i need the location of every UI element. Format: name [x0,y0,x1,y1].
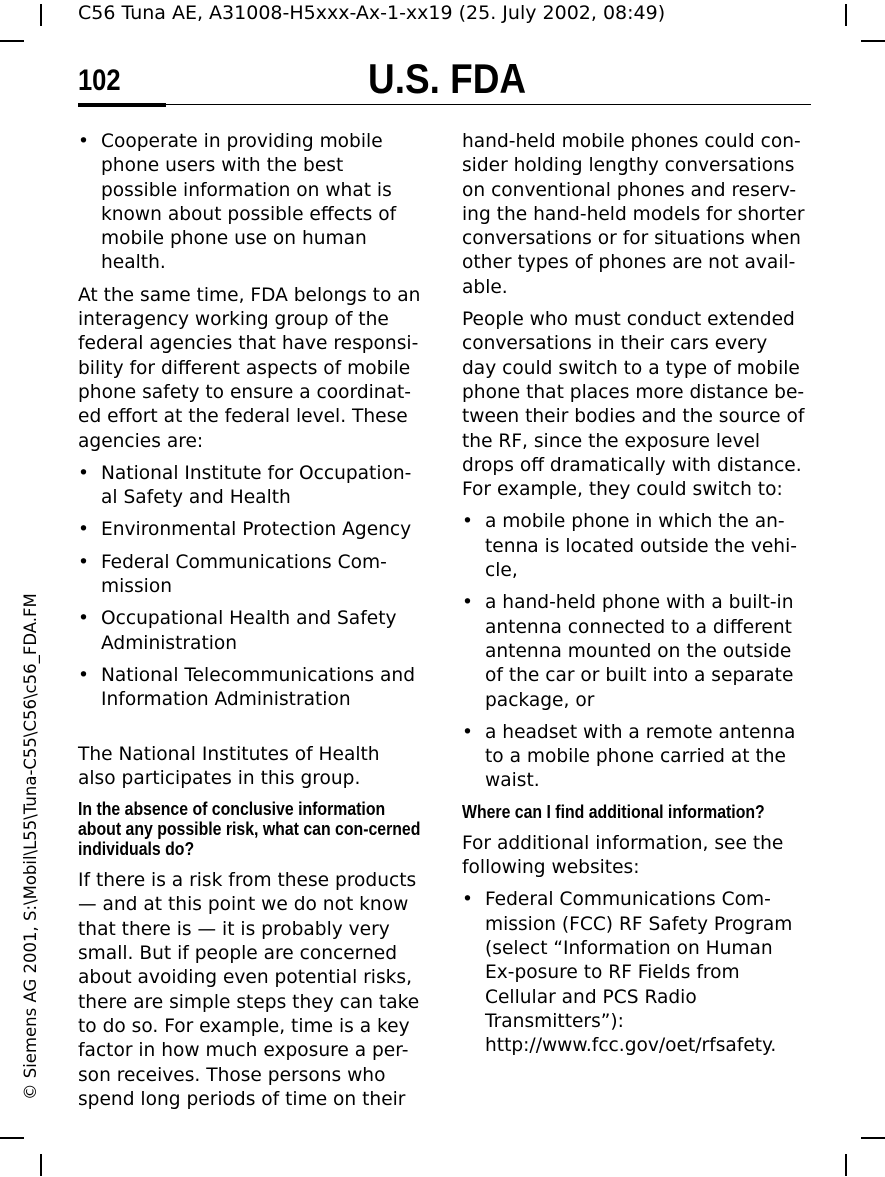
bullet-icon: • [78,608,89,630]
crop-mark [40,1154,42,1176]
crop-mark [845,1154,847,1176]
bullet-icon: • [462,889,473,911]
list-item [462,510,807,583]
list-item-text: Federal Communications Com-mission (FCC) RF Safety Program (select “Information on Human Ex-posure to RF Fields from Cellular and PCS Radio Transmitters”): http://www.fcc.gov/oet/rfsafety. [485,889,793,1057]
list-item-text: Environmental Protection Agency [101,519,412,541]
list-item [462,888,807,1058]
bullet-icon: • [78,462,89,484]
crop-mark [40,4,42,26]
list-item-text: National Telecommunications and Information Administration [101,664,416,711]
paragraph-cars: People who must conduct extended conversations in their cars every day could switch to a type of mobile phone that places more distance be-tween their bodies and the source of the RF, since the exposure level drops off dramatically with distance. For example, they could switch to: [462,309,805,501]
bullet-icon: • [462,511,473,533]
crop-mark [0,1137,24,1139]
crop-mark [0,40,24,42]
list-item [78,518,423,542]
agency-list [78,462,423,713]
list-item-text: a headset with a remote antenna to a mobile phone carried at the waist. [485,721,796,792]
crop-mark [861,1137,885,1139]
copyright-side-note: © Siemens AG 2001, S:\Mobil\L55\Tuna-C55\C56\c56_FDA.FM [21,593,40,1100]
option-list [462,510,807,793]
list-item-text: Cooperate in providing mobile phone users with the best possible information on what is known about possible effects of mobile phone use on human health. [101,131,397,274]
right-column [462,130,807,1066]
paragraph-info: For additional information, see the following websites: [462,832,784,879]
bullet-icon: • [78,664,89,686]
chapter-title: U.S. FDA [368,55,527,102]
header-rule [78,104,811,105]
spacer [78,721,423,743]
list-item-text: Occupational Health and Safety Administration [101,608,397,654]
header-rule-accent [78,103,166,107]
bullet-icon: • [78,551,89,573]
list-item [78,607,423,656]
list-item [462,721,807,794]
list-item [78,551,423,600]
section-heading: In the absence of conclusive information about any possible risk, what can con-cerned individuals do? [78,799,421,860]
bullet-icon: • [462,721,473,743]
list-item [462,591,807,712]
section-heading: Where can I find additional information? [462,801,765,822]
list-item-text: Federal Communications Com-mission [101,551,387,598]
bullet-icon: • [462,592,473,614]
crop-mark [845,4,847,26]
paragraph-agencies: At the same time, FDA belongs to an interagency working group of the federal agencies that have responsi-bility for different aspects of mobile phone safety to ensure a coordinat-ed effort at the federal level. These agencies are: [78,284,421,452]
list-item-text: a mobile phone in which the an-tenna is located outside the vehi-cle, [485,511,797,582]
list-item [78,130,423,276]
crop-mark [861,40,885,42]
page-number: 102 [78,64,121,97]
paragraph-risk: If there is a risk from these products — and at this point we do not know that there is — it is probably very small. But if people are concerned about avoiding even potential risks, there are simple steps they can take to do so. For example, time is a key factor in how much exposure a per-son receives. Those persons who spend long periods of time on their [78,870,420,1110]
paragraph-continued: hand-held mobile phones could con-sider holding lengthy conversations on conventional phones and reserv-ing the hand-held models for shorter conversations or for situations when other types of phones are not avail-able. [462,131,805,298]
paragraph-nih: The National Institutes of Health also participates in this group. [78,743,380,789]
bullet-icon: • [78,131,89,152]
list-item [78,462,423,511]
running-header: C56 Tuna AE, A31008-H5xxx-Ax-1-xx19 (25. July 2002, 08:49) [78,2,666,24]
list-item-text: National Institute for Occupation-al Safety and Health [101,462,412,509]
bullet-icon: • [78,519,89,541]
list-item [78,664,423,713]
left-column [78,130,423,1120]
list-item-text: a hand-held phone with a built-in antenna connected to a different antenna mounted on the outside of the car or built into a separate package, or [485,592,794,711]
